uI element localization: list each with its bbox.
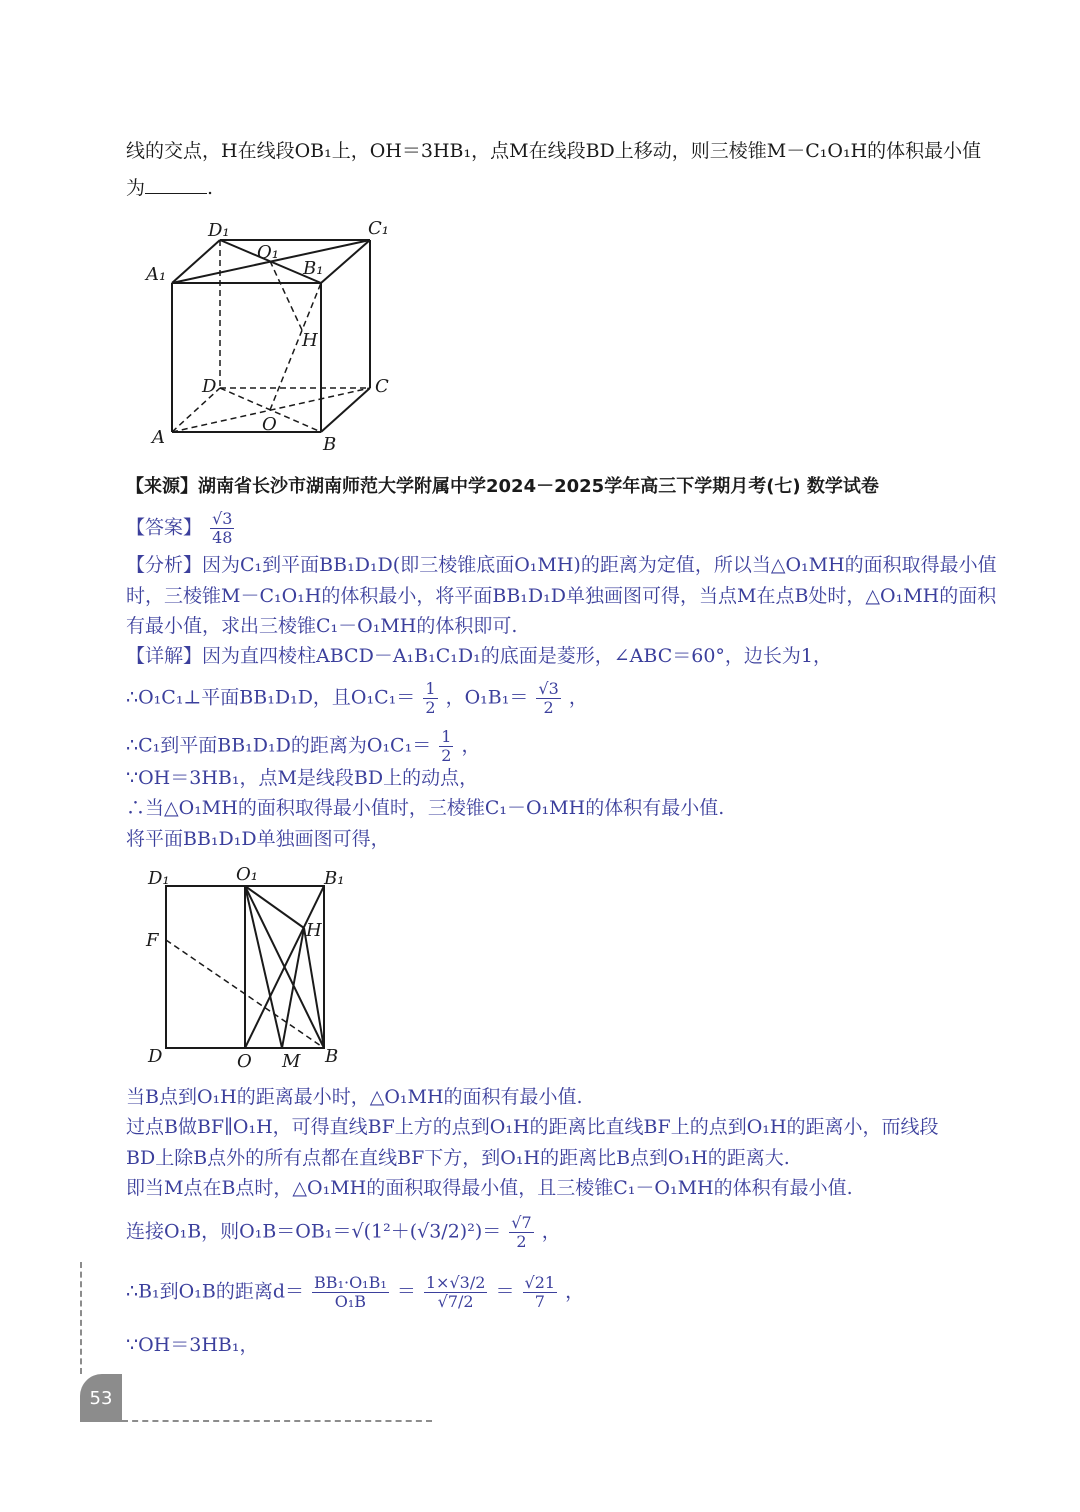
- answer-line: [126, 510, 236, 547]
- frac-num: √3: [538, 679, 559, 698]
- label-O1: O₁: [257, 242, 279, 263]
- seg-M-H: [282, 928, 304, 1048]
- margin-dashed-line-horizontal: [122, 1420, 432, 1422]
- detail-line-7: 当B点到O₁H的距离最小时，△O₁MH的面积有最小值.: [126, 1086, 583, 1108]
- detail-line-12-frac-1: [312, 1274, 389, 1311]
- detail-line-2c: ，: [568, 686, 588, 709]
- frac-den: √7/2: [437, 1292, 474, 1311]
- detail-text-1: 因为直四棱柱ABCD－A₁B₁C₁D₁的底面是菱形，∠ABC＝60°，边长为1，: [202, 645, 833, 667]
- detail-tag: 【详解】: [126, 645, 203, 667]
- label-D1: D₁: [208, 220, 230, 241]
- detail-line-5: ∴当△O₁MH的面积取得最小值时，三棱锥C₁－O₁MH的体积有最小值.: [126, 797, 725, 819]
- figure-plane: [140, 862, 360, 1077]
- edge-B-C: [321, 388, 370, 432]
- edge-B1-C1: [321, 240, 370, 283]
- detail-line-3a: ∴C₁到平面BB₁D₁D的距离为O₁C₁＝: [126, 734, 432, 757]
- detail-line-3: [126, 728, 481, 765]
- label-O: O: [237, 1051, 252, 1072]
- analysis-line-1: [126, 552, 997, 578]
- label-B: B: [323, 434, 337, 455]
- frac-num: 1×√3/2: [425, 1273, 486, 1292]
- detail-line-2a: ∴O₁C₁⊥平面BB₁D₁D，且O₁C₁＝: [126, 686, 416, 709]
- label-B1: B₁: [303, 258, 324, 279]
- detail-line-2-frac-1: [423, 680, 437, 717]
- edge-A1-D1: [172, 240, 220, 283]
- detail-line-2b: ，O₁B₁＝: [445, 686, 529, 709]
- detail-line-12-frac-2: [424, 1274, 488, 1311]
- source-text: 湖南省长沙市湖南师范大学附属中学2024－2025学年高三下学期月考(七) 数学试卷: [198, 476, 879, 497]
- label-D: D: [202, 376, 217, 397]
- frac-den: 2: [516, 1232, 527, 1251]
- detail-line-11b: ，: [541, 1220, 561, 1243]
- page-number: 53: [80, 1374, 122, 1422]
- label-B1: B₁: [324, 868, 345, 889]
- frac-den: 2: [441, 746, 452, 765]
- label-D: D: [148, 1046, 163, 1067]
- detail-line-2: [126, 680, 588, 717]
- label-A1: A₁: [146, 264, 167, 285]
- label-M: M: [282, 1051, 301, 1072]
- seg-O1-M: [245, 886, 282, 1048]
- frac-den: 7: [534, 1292, 545, 1311]
- detail-line-11-frac: [509, 1214, 533, 1251]
- detail-line-12-frac-3: [523, 1274, 558, 1311]
- seg-B-H: [304, 928, 324, 1048]
- label-C1: C₁: [368, 218, 389, 239]
- label-A: A: [152, 427, 165, 448]
- frac-den: 2: [543, 698, 554, 717]
- seg-O1-H: [270, 261, 302, 330]
- detail-line-11: [126, 1214, 561, 1251]
- label-C: C: [375, 376, 389, 397]
- analysis-text-1: 因为C₁到平面BB₁D₁D(即三棱锥底面O₁MH)的距离为定值，所以当△O₁MH的面积取得最小值: [202, 554, 997, 576]
- answer-denominator: 48: [212, 528, 233, 547]
- figure-prism: [140, 212, 410, 457]
- label-H: H: [306, 920, 322, 941]
- detail-line-8: 过点B做BF∥O₁H，可得直线BF上方的点到O₁H的距离比直线BF上的点到O₁H的距离小，而线段: [126, 1116, 939, 1138]
- label-D1: D₁: [148, 868, 170, 889]
- detail-line-4: ∵OH＝3HB₁，点M是线段BD上的动点，: [126, 767, 479, 789]
- detail-line-9: BD上除B点外的所有点都在直线BF下方，到O₁H的距离比B点到O₁H的距离大.: [126, 1147, 790, 1169]
- answer-fraction: [210, 510, 234, 547]
- answer-numerator: √3: [212, 509, 233, 528]
- frac-num: 1: [441, 727, 452, 746]
- detail-line-11a: 连接O₁B，则O₁B＝OB₁＝√(1²＋(√3/2)²)＝: [126, 1220, 502, 1243]
- problem-line-1: 线的交点，H在线段OB₁上，OH＝3HB₁，点M在线段BD上移动，则三棱锥M－C₁O₁H的体积最小值: [126, 140, 982, 162]
- detail-line-3-frac: [439, 728, 453, 765]
- source-tag: 【来源】: [126, 476, 198, 497]
- source-line: [126, 474, 879, 500]
- label-F: F: [146, 930, 159, 951]
- detail-line-12-eq2: ＝: [495, 1280, 515, 1303]
- detail-line-3b: ，: [461, 734, 481, 757]
- frac-num: √21: [524, 1273, 556, 1292]
- label-H: H: [302, 330, 318, 351]
- detail-line-13: ∵OH＝3HB₁，: [126, 1334, 259, 1356]
- detail-line-2-frac-2: [536, 680, 560, 717]
- detail-line-1: [126, 643, 832, 669]
- detail-line-6: 将平面BB₁D₁D单独画图可得，: [126, 828, 390, 850]
- label-O: O: [262, 414, 277, 435]
- analysis-tag: 【分析】: [126, 554, 203, 576]
- detail-line-12b: ，: [565, 1280, 585, 1303]
- margin-dashed-line-vertical: [80, 1262, 82, 1374]
- problem-line-2: [126, 175, 213, 201]
- detail-line-12a: ∴B₁到O₁B的距离d＝: [126, 1280, 304, 1303]
- problem-line-2-prefix: 为: [126, 177, 146, 199]
- analysis-line-2: 时，三棱锥M－C₁O₁H的体积最小，将平面BB₁D₁D单独画图可得，当点M在点B处时，△O₁MH的面积: [126, 585, 997, 607]
- answer-tag: 【答案】: [126, 516, 203, 539]
- label-B: B: [325, 1046, 339, 1067]
- frac-num: 1: [425, 679, 436, 698]
- frac-den: O₁B: [334, 1292, 367, 1311]
- problem-line-2-suffix: .: [207, 177, 214, 199]
- detail-line-12: [126, 1274, 584, 1311]
- analysis-line-3: 有最小值，求出三棱锥C₁－O₁MH的体积即可.: [126, 615, 518, 637]
- answer-blank: [145, 175, 207, 194]
- frac-num: BB₁·O₁B₁: [314, 1273, 387, 1292]
- label-O1: O₁: [236, 864, 258, 885]
- detail-line-12-eq1: ＝: [396, 1280, 416, 1303]
- detail-line-10: 即当M点在B点时，△O₁MH的面积取得最小值，且三棱锥C₁－O₁MH的体积有最小值.: [126, 1177, 853, 1199]
- frac-den: 2: [425, 698, 436, 717]
- frac-num: √7: [511, 1213, 532, 1232]
